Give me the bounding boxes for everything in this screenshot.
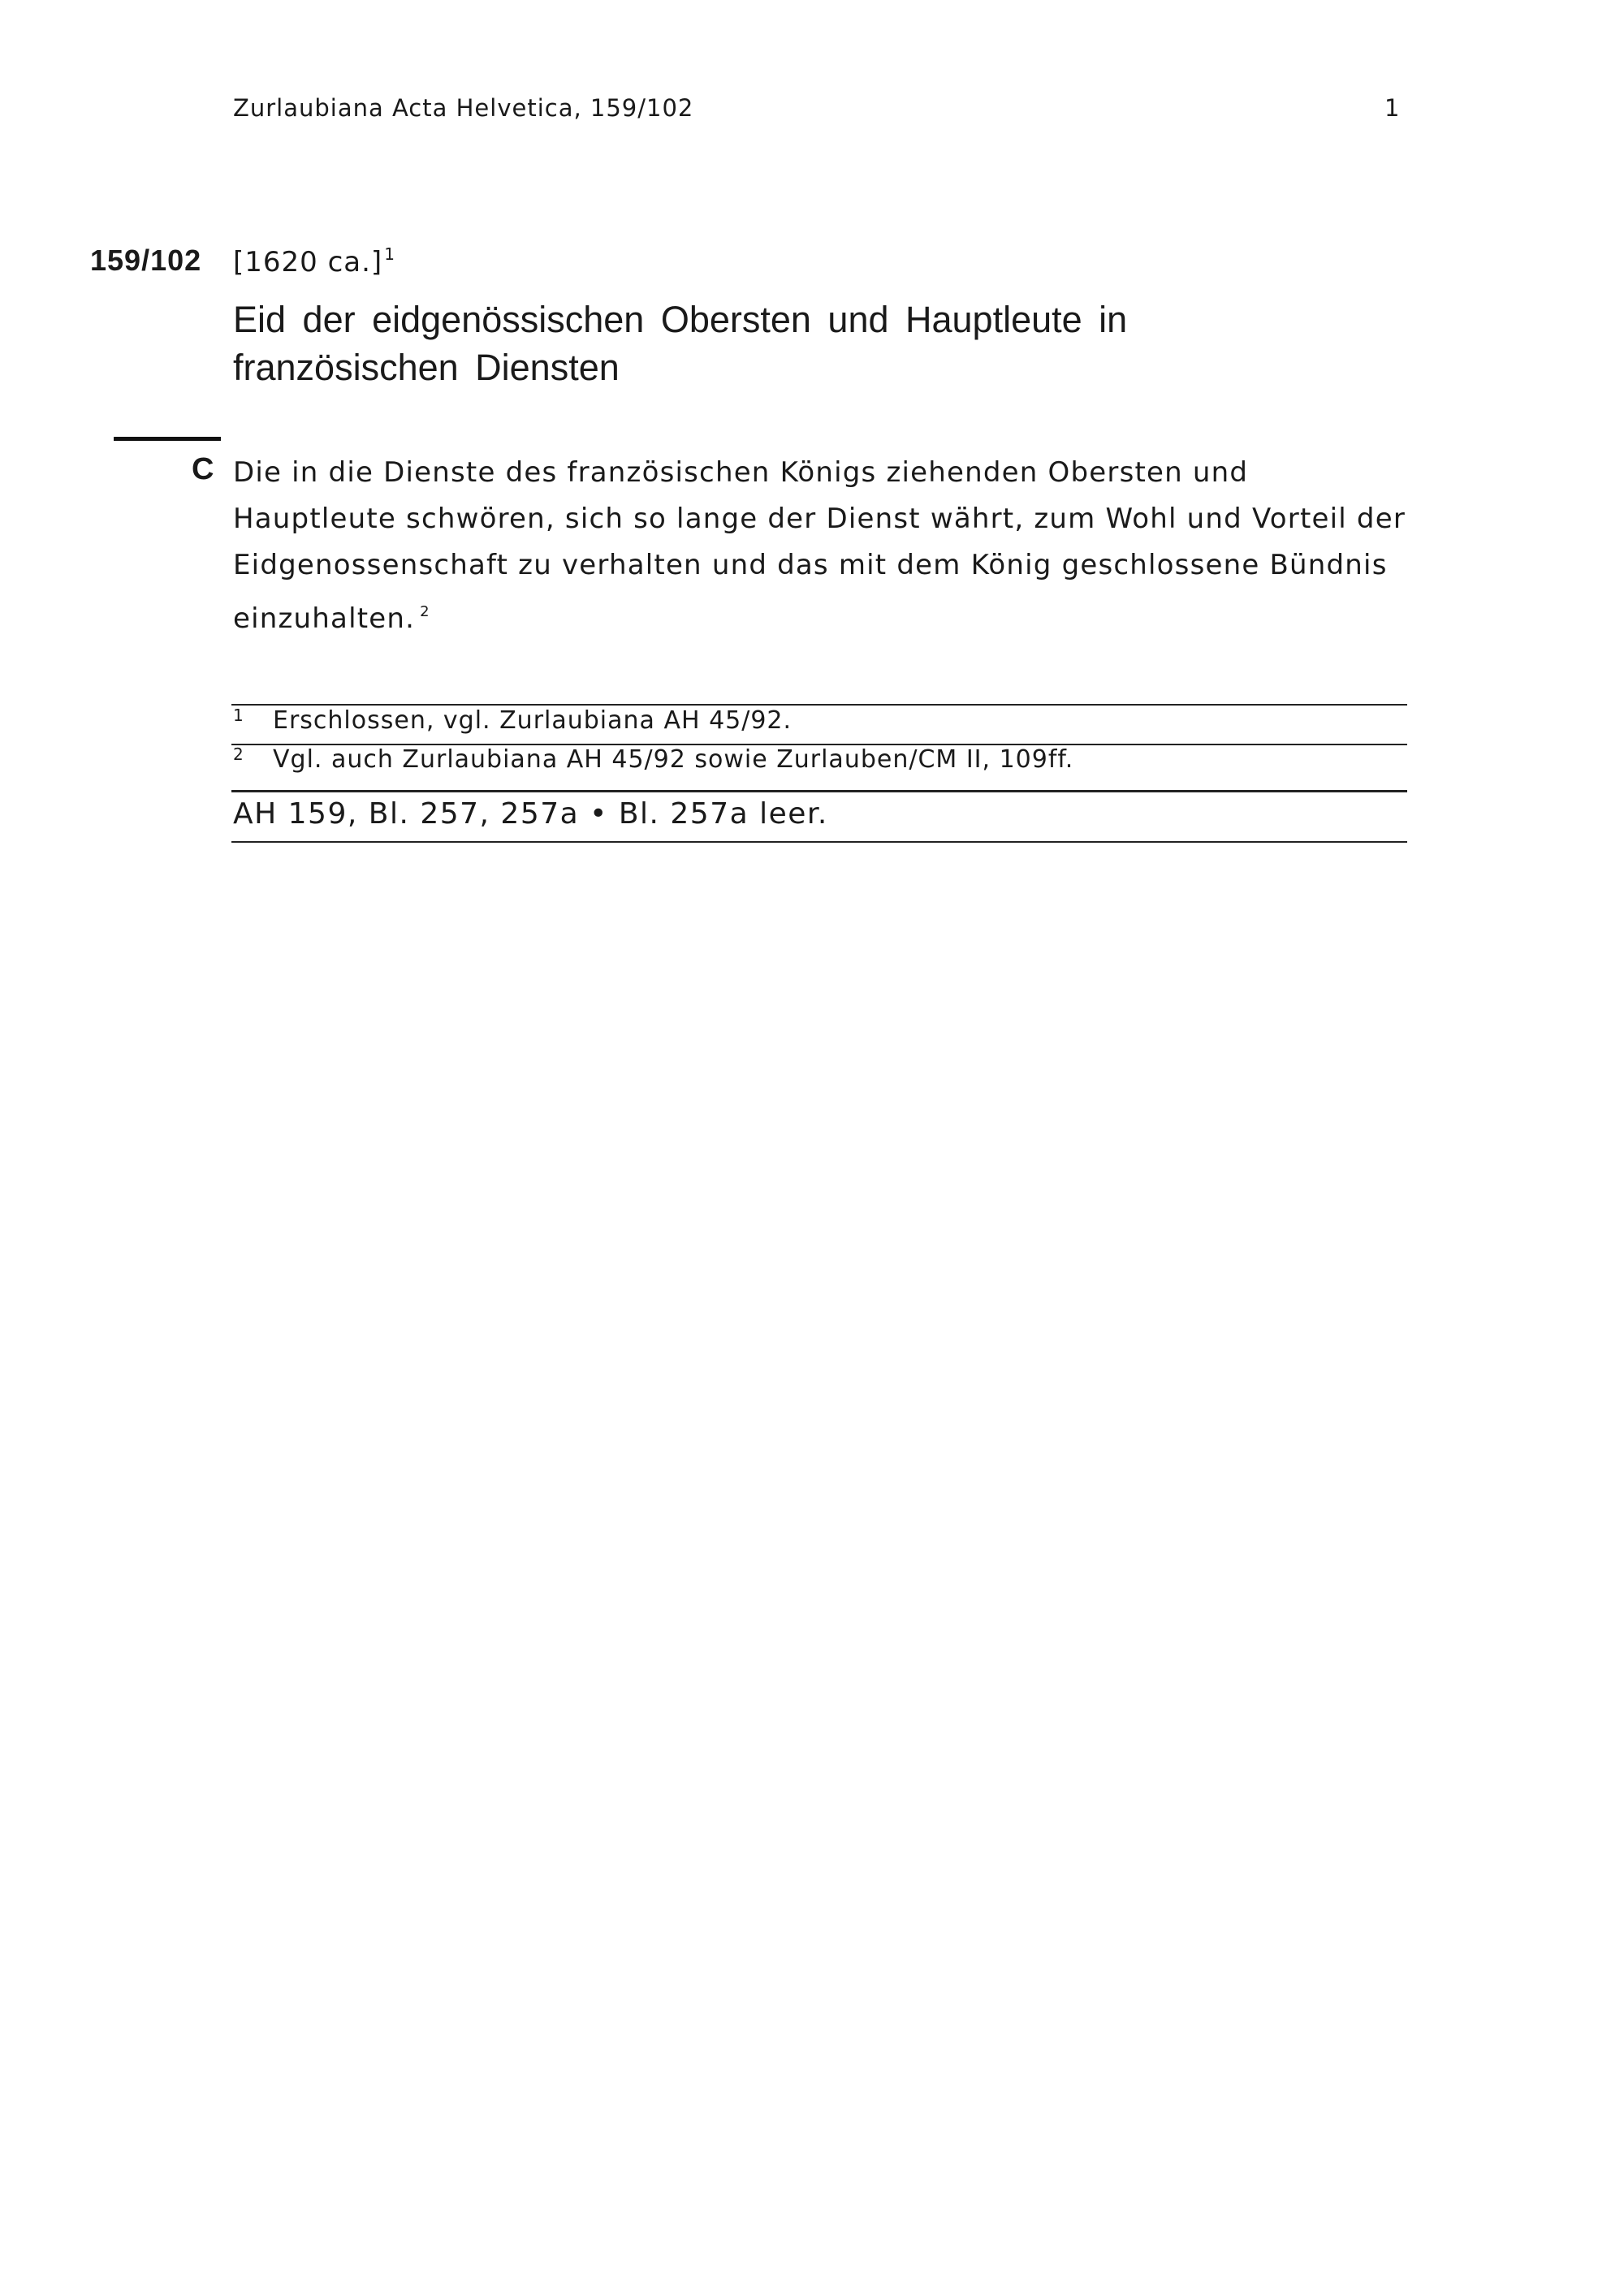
footnote-separator	[231, 704, 1407, 706]
footnote-reference-1: 1	[384, 244, 395, 264]
footnote-number: 1	[233, 706, 244, 725]
entry-date: [1620 ca.]	[233, 246, 383, 278]
abstract-text: Die in die Dienste des französischen Königs ziehenden Obersten und Hauptleute schwören, sich so lange der Dienst währt, zum Wohl und Vorteil der Eidgenossenschaft zu verhalten und das mit dem König geschlossene Bündnis einzuhalten.	[233, 456, 1406, 635]
abstract-paragraph	[233, 450, 1419, 642]
footnote-text: Vgl. auch Zurlaubiana AH 45/92 sowie Zurlauben/CM II, 109ff.	[273, 745, 1074, 774]
entry-title: Eid der eidgenössischen Obersten und Hauptleute in französischen Diensten	[233, 299, 1128, 388]
footnote-text: Erschlossen, vgl. Zurlaubiana AH 45/92.	[273, 706, 793, 735]
page-number: 1	[1384, 94, 1400, 122]
footnote-number: 2	[233, 744, 244, 764]
entry-number: 159/102	[90, 244, 202, 277]
source-rule-bottom	[231, 841, 1407, 843]
source-reference: AH 159, Bl. 257, 257a • Bl. 257a leer.	[233, 797, 828, 831]
footnote-reference-2: 2	[420, 603, 430, 620]
running-header-title: Zurlaubiana Acta Helvetica, 159/102	[233, 94, 694, 122]
entry-date-line	[233, 244, 395, 278]
copy-marker: C	[192, 452, 214, 486]
margin-rule	[114, 437, 221, 441]
source-rule-top	[231, 790, 1407, 792]
